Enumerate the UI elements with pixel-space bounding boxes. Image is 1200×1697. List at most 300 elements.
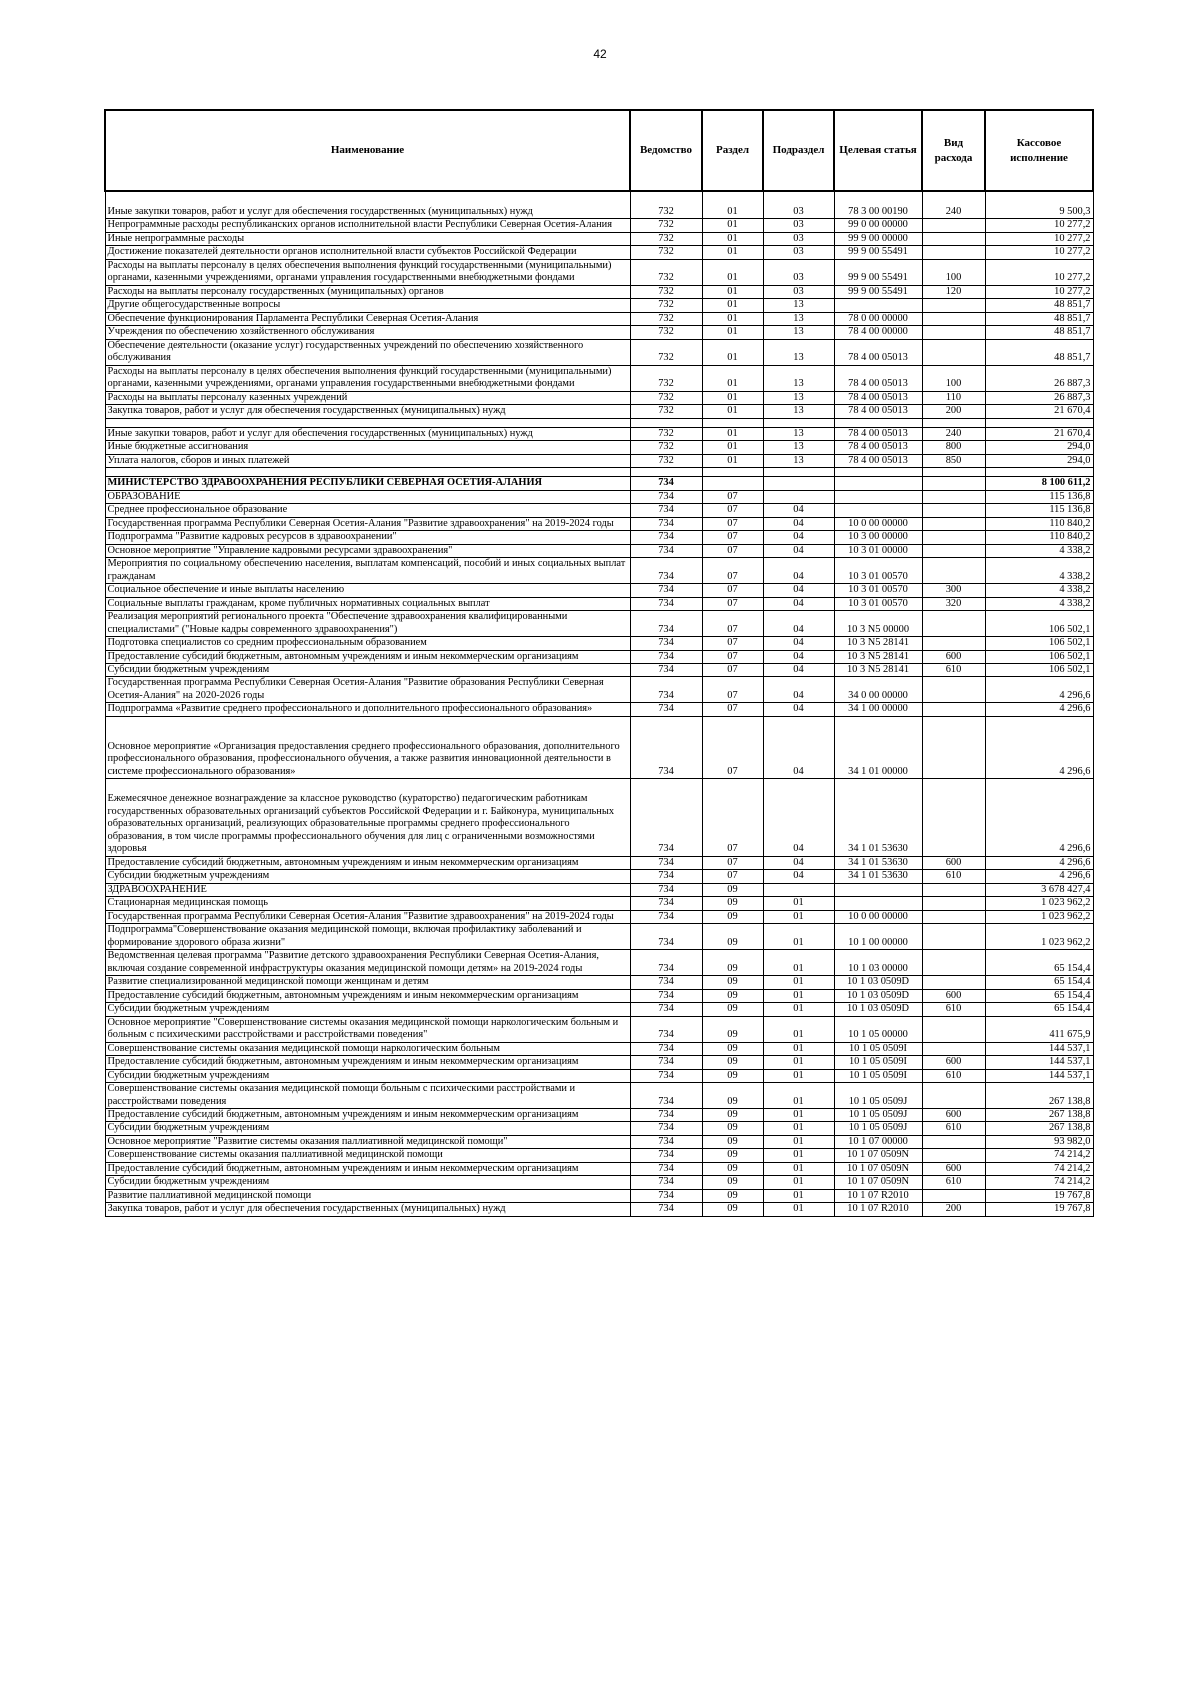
cell-kassovoe-ispolnenie: 106 502,1 [985,663,1093,676]
cell-celevaya-statya: 10 1 05 0509J [834,1109,922,1122]
cell-vid-raskhoda: 610 [922,1122,985,1135]
cell-podrazdel: 13 [763,405,834,418]
cell-name: Достижение показателей деятельности органов исполнительной власти субъектов Российской Федерации [105,246,630,259]
cell-podrazdel: 13 [763,339,834,365]
cell-razdel: 07 [702,716,763,778]
cell-name: Среднее профессиональное образование [105,504,630,517]
cell-vid-raskhoda: 600 [922,1109,985,1122]
cell-vedomstvo: 734 [630,1162,702,1175]
cell-celevaya-statya: 34 1 01 53630 [834,856,922,869]
cell-celevaya-statya: 34 1 00 00000 [834,703,922,716]
cell-razdel: 01 [702,427,763,440]
cell-razdel: 01 [702,285,763,298]
cell-name: Субсидии бюджетным учреждениям [105,1176,630,1189]
cell-vedomstvo: 734 [630,1042,702,1055]
cell-name: Расходы на выплаты персоналу казенных учреждений [105,391,630,404]
cell-vedomstvo: 732 [630,219,702,232]
table-row [105,910,1093,923]
cell-vedomstvo: 734 [630,558,702,584]
cell-razdel: 09 [702,1203,763,1216]
cell-kassovoe-ispolnenie: 26 887,3 [985,391,1093,404]
table-row [105,454,1093,467]
cell-kassovoe-ispolnenie: 10 277,2 [985,232,1093,245]
cell-vid-raskhoda [922,779,985,856]
cell-vedomstvo: 734 [630,677,702,703]
table-row [105,1122,1093,1135]
table-row [105,405,1093,418]
cell-razdel: 09 [702,1016,763,1042]
cell-celevaya-statya: 10 1 07 0509N [834,1176,922,1189]
cell-vedomstvo: 732 [630,454,702,467]
cell-podrazdel: 01 [763,1003,834,1016]
cell-vedomstvo: 734 [630,490,702,503]
cell-kassovoe-ispolnenie: 411 675,9 [985,1016,1093,1042]
cell-celevaya-statya: 10 3 N5 28141 [834,663,922,676]
table-row [105,339,1093,365]
cell-vid-raskhoda [922,637,985,650]
cell-celevaya-statya: 10 3 01 00570 [834,584,922,597]
header-vid-raskhoda: Вид расхода [922,110,985,191]
cell-celevaya-statya [834,490,922,503]
header-vedomstvo: Ведомство [630,110,702,191]
cell-kassovoe-ispolnenie: 48 851,7 [985,326,1093,339]
cell-vid-raskhoda [922,246,985,259]
cell-razdel: 01 [702,441,763,454]
table-body [105,191,1093,1216]
cell-kassovoe-ispolnenie: 115 136,8 [985,490,1093,503]
cell-podrazdel: 01 [763,1135,834,1148]
cell-podrazdel: 03 [763,246,834,259]
cell-podrazdel: 01 [763,1042,834,1055]
cell-razdel: 01 [702,299,763,312]
cell-celevaya-statya: 78 4 00 05013 [834,339,922,365]
cell-kassovoe-ispolnenie: 144 537,1 [985,1042,1093,1055]
cell-vedomstvo: 734 [630,1109,702,1122]
table-row [105,584,1093,597]
cell-vid-raskhoda [922,1149,985,1162]
table-header-row [105,110,1093,191]
cell-razdel: 07 [702,597,763,610]
cell-vedomstvo: 734 [630,663,702,676]
cell-razdel: 07 [702,703,763,716]
cell-podrazdel: 13 [763,441,834,454]
table-row [105,477,1093,490]
cell-podrazdel: 03 [763,232,834,245]
header-podrazdel: Подраздел [763,110,834,191]
cell-name: Мероприятия по социальному обеспечению населения, выплатам компенсаций, пособий и иных социальных выплат гражданам [105,558,630,584]
table-row [105,870,1093,883]
cell-name: Другие общегосударственные вопросы [105,299,630,312]
cell-name: Иные непрограммные расходы [105,232,630,245]
cell-name: Субсидии бюджетным учреждениям [105,663,630,676]
cell-razdel: 01 [702,339,763,365]
cell-podrazdel: 04 [763,584,834,597]
cell-vedomstvo: 732 [630,427,702,440]
cell-kassovoe-ispolnenie: 4 338,2 [985,584,1093,597]
cell-vid-raskhoda [922,544,985,557]
cell-celevaya-statya: 10 1 05 0509J [834,1122,922,1135]
cell-vid-raskhoda: 610 [922,870,985,883]
cell-vedomstvo: 734 [630,584,702,597]
cell-vid-raskhoda: 120 [922,285,985,298]
cell-name: Государственная программа Республики Северная Осетия-Алания "Развитие здравоохранения" на 2019-2024 годы [105,517,630,530]
table-row [105,191,1093,219]
cell-podrazdel: 04 [763,870,834,883]
cell-razdel: 09 [702,1122,763,1135]
cell-podrazdel: 03 [763,259,834,285]
spacer-cell [630,418,702,427]
cell-vedomstvo: 734 [630,1189,702,1202]
cell-kassovoe-ispolnenie: 74 214,2 [985,1149,1093,1162]
cell-vedomstvo: 734 [630,703,702,716]
cell-razdel: 09 [702,883,763,896]
cell-kassovoe-ispolnenie: 1 023 962,2 [985,924,1093,950]
cell-name: МИНИСТЕРСТВО ЗДРАВООХРАНЕНИЯ РЕСПУБЛИКИ СЕВЕРНАЯ ОСЕТИЯ-АЛАНИЯ [105,477,630,490]
cell-vid-raskhoda [922,703,985,716]
cell-kassovoe-ispolnenie: 48 851,7 [985,299,1093,312]
cell-podrazdel: 01 [763,1149,834,1162]
cell-razdel: 09 [702,950,763,976]
cell-celevaya-statya: 10 1 05 0509I [834,1042,922,1055]
cell-razdel: 09 [702,1189,763,1202]
cell-vid-raskhoda [922,339,985,365]
cell-name: Расходы на выплаты персоналу в целях обеспечения выполнения функций государственными (муниципальными) органами, казенными учреждениями, органами управления государственными внебюджетными фондами [105,365,630,391]
cell-name: Закупка товаров, работ и услуг для обеспечения государственных (муниципальных) нужд [105,405,630,418]
cell-name: Совершенствование системы оказания паллиативной медицинской помощи [105,1149,630,1162]
cell-name: Стационарная медицинская помощь [105,897,630,910]
cell-kassovoe-ispolnenie: 10 277,2 [985,219,1093,232]
cell-vedomstvo: 732 [630,232,702,245]
cell-razdel: 07 [702,584,763,597]
table-row [105,1135,1093,1148]
cell-razdel: 09 [702,1056,763,1069]
cell-vedomstvo: 732 [630,259,702,285]
cell-name: Основное мероприятие "Совершенствование системы оказания медицинской помощи наркологическим больным и больным с психическими расстройствами и расстройствами поведения" [105,1016,630,1042]
table-row [105,650,1093,663]
cell-name: Субсидии бюджетным учреждениям [105,870,630,883]
cell-celevaya-statya: 34 1 01 53630 [834,779,922,856]
cell-podrazdel: 04 [763,716,834,778]
table-row [105,544,1093,557]
cell-name: Ежемесячное денежное вознаграждение за классное руководство (кураторство) педагогическим работникам государственных образовательных организаций субъектов Российской Федерации и г. Байконура, муниципальных образовательных организаций, реализующих образовательные программы среднего профессионального образования, в том числе программы профессионального обучения для лиц с ограниченными возможностями здоровья [105,779,630,856]
cell-kassovoe-ispolnenie: 3 678 427,4 [985,883,1093,896]
cell-vid-raskhoda [922,976,985,989]
cell-vedomstvo: 734 [630,716,702,778]
cell-celevaya-statya: 10 1 03 0509D [834,1003,922,1016]
cell-razdel: 07 [702,558,763,584]
cell-vid-raskhoda [922,531,985,544]
cell-razdel: 09 [702,1069,763,1082]
cell-podrazdel [763,477,834,490]
table-row [105,950,1093,976]
cell-kassovoe-ispolnenie: 4 296,6 [985,716,1093,778]
cell-vedomstvo: 732 [630,365,702,391]
cell-name: Социальные выплаты гражданам, кроме публичных нормативных социальных выплат [105,597,630,610]
cell-vedomstvo: 734 [630,1056,702,1069]
cell-podrazdel: 13 [763,299,834,312]
cell-celevaya-statya: 99 0 00 00000 [834,219,922,232]
cell-name: Социальное обеспечение и иные выплаты населению [105,584,630,597]
table-row [105,976,1093,989]
table-row [105,326,1093,339]
cell-celevaya-statya: 10 1 07 0509N [834,1162,922,1175]
table-row [105,1189,1093,1202]
cell-name: Предоставление субсидий бюджетным, автономным учреждениям и иным некоммерческим организациям [105,856,630,869]
table-row [105,637,1093,650]
cell-vid-raskhoda: 610 [922,663,985,676]
cell-razdel: 09 [702,1149,763,1162]
cell-vid-raskhoda [922,299,985,312]
cell-podrazdel: 01 [763,1162,834,1175]
header-celevaya-statya: Целевая статья [834,110,922,191]
cell-razdel: 09 [702,910,763,923]
cell-kassovoe-ispolnenie: 74 214,2 [985,1162,1093,1175]
table-row [105,531,1093,544]
cell-vedomstvo: 732 [630,246,702,259]
cell-vedomstvo: 734 [630,477,702,490]
cell-vedomstvo: 734 [630,504,702,517]
cell-podrazdel: 04 [763,663,834,676]
cell-vid-raskhoda [922,490,985,503]
cell-celevaya-statya: 99 9 00 55491 [834,259,922,285]
cell-vedomstvo: 732 [630,405,702,418]
cell-razdel: 07 [702,637,763,650]
cell-vedomstvo: 732 [630,441,702,454]
cell-podrazdel: 04 [763,558,834,584]
cell-vid-raskhoda: 320 [922,597,985,610]
cell-vid-raskhoda [922,950,985,976]
cell-vedomstvo: 734 [630,897,702,910]
cell-kassovoe-ispolnenie: 294,0 [985,441,1093,454]
cell-celevaya-statya: 10 1 07 0509N [834,1149,922,1162]
cell-vid-raskhoda: 240 [922,427,985,440]
table-row [105,259,1093,285]
cell-name: Развитие паллиативной медицинской помощи [105,1189,630,1202]
cell-name: Расходы на выплаты персоналу в целях обеспечения выполнения функций государственными (муниципальными) органами, казенными учреждениями, органами управления государственными внебюджетными фондами [105,259,630,285]
cell-name: Предоставление субсидий бюджетным, автономным учреждениям и иным некоммерческим организациям [105,989,630,1002]
cell-vedomstvo: 734 [630,1203,702,1216]
cell-razdel: 01 [702,454,763,467]
cell-name: Совершенствование системы оказания медицинской помощи больным с психическими расстройствами и расстройствами поведения [105,1083,630,1109]
cell-name: Уплата налогов, сборов и иных платежей [105,454,630,467]
cell-name: Подпрограмма "Развитие кадровых ресурсов в здравоохранении" [105,531,630,544]
cell-vedomstvo: 732 [630,191,702,219]
cell-celevaya-statya: 78 4 00 05013 [834,454,922,467]
cell-razdel: 01 [702,405,763,418]
cell-vid-raskhoda: 600 [922,856,985,869]
cell-razdel: 09 [702,1109,763,1122]
cell-razdel: 01 [702,191,763,219]
cell-vedomstvo: 732 [630,312,702,325]
cell-celevaya-statya: 78 4 00 05013 [834,441,922,454]
cell-podrazdel: 03 [763,219,834,232]
cell-vid-raskhoda: 600 [922,1162,985,1175]
cell-name: Подготовка специалистов со средним профессиональным образованием [105,637,630,650]
cell-kassovoe-ispolnenie: 10 277,2 [985,259,1093,285]
cell-vid-raskhoda [922,504,985,517]
cell-kassovoe-ispolnenie: 106 502,1 [985,650,1093,663]
page-number: 42 [593,47,607,61]
cell-podrazdel [763,883,834,896]
cell-celevaya-statya: 10 1 03 0509D [834,976,922,989]
cell-podrazdel: 13 [763,454,834,467]
cell-vedomstvo: 734 [630,1003,702,1016]
cell-vid-raskhoda: 610 [922,1069,985,1082]
cell-kassovoe-ispolnenie: 19 767,8 [985,1203,1093,1216]
cell-vedomstvo: 732 [630,339,702,365]
cell-kassovoe-ispolnenie: 106 502,1 [985,637,1093,650]
cell-vid-raskhoda [922,1189,985,1202]
cell-podrazdel: 13 [763,391,834,404]
spacer-cell [702,418,763,427]
cell-kassovoe-ispolnenie: 74 214,2 [985,1176,1093,1189]
cell-razdel [702,477,763,490]
cell-celevaya-statya: 78 4 00 00000 [834,326,922,339]
cell-podrazdel: 01 [763,1016,834,1042]
cell-name: Субсидии бюджетным учреждениям [105,1122,630,1135]
table-row [105,490,1093,503]
cell-vid-raskhoda [922,312,985,325]
cell-vid-raskhoda: 600 [922,1056,985,1069]
cell-vid-raskhoda: 600 [922,989,985,1002]
cell-name: Основное мероприятие "Управление кадровыми ресурсами здравоохранения" [105,544,630,557]
cell-razdel: 07 [702,490,763,503]
spacer-cell [630,468,702,477]
cell-razdel: 09 [702,1042,763,1055]
cell-vedomstvo: 734 [630,1149,702,1162]
spacer-cell [985,418,1093,427]
cell-kassovoe-ispolnenie: 21 670,4 [985,427,1093,440]
cell-name: Иные закупки товаров, работ и услуг для обеспечения государственных (муниципальных) нужд [105,191,630,219]
cell-kassovoe-ispolnenie: 4 338,2 [985,558,1093,584]
cell-podrazdel: 01 [763,1083,834,1109]
cell-razdel: 01 [702,391,763,404]
cell-kassovoe-ispolnenie: 144 537,1 [985,1056,1093,1069]
header-kassovoe-ispolnenie: Кассовое исполнение [985,110,1093,191]
cell-celevaya-statya: 99 9 00 55491 [834,285,922,298]
cell-vedomstvo: 734 [630,1135,702,1148]
cell-name: Подпрограмма «Развитие среднего профессионального и дополнительного профессионального образования» [105,703,630,716]
cell-razdel: 01 [702,219,763,232]
cell-razdel: 09 [702,1083,763,1109]
cell-vid-raskhoda: 100 [922,259,985,285]
table-row [105,1162,1093,1175]
cell-razdel: 01 [702,312,763,325]
cell-kassovoe-ispolnenie: 4 296,6 [985,870,1093,883]
cell-name: Предоставление субсидий бюджетным, автономным учреждениям и иным некоммерческим организациям [105,1056,630,1069]
cell-vid-raskhoda [922,219,985,232]
cell-name: Развитие специализированной медицинской помощи женщинам и детям [105,976,630,989]
cell-podrazdel: 01 [763,1109,834,1122]
cell-celevaya-statya: 78 0 00 00000 [834,312,922,325]
cell-vid-raskhoda [922,1016,985,1042]
cell-vedomstvo: 734 [630,910,702,923]
table-row [105,924,1093,950]
table-row [105,1203,1093,1216]
spacer-cell [105,468,630,477]
cell-razdel: 07 [702,531,763,544]
cell-kassovoe-ispolnenie: 4 296,6 [985,779,1093,856]
cell-celevaya-statya [834,299,922,312]
cell-vid-raskhoda [922,558,985,584]
cell-name: Ведомственная целевая программа "Развитие детского здравоохранения Республики Северная Осетия-Алания, включая создание современной инфраструктуры оказания медицинской помощи детям» на 2019-2024 годы [105,950,630,976]
cell-vid-raskhoda [922,611,985,637]
cell-vid-raskhoda [922,1135,985,1148]
cell-podrazdel: 04 [763,856,834,869]
cell-vid-raskhoda [922,477,985,490]
spacer-cell [834,418,922,427]
cell-vid-raskhoda [922,897,985,910]
cell-razdel: 01 [702,365,763,391]
cell-celevaya-statya: 10 3 N5 00000 [834,611,922,637]
cell-name: Подпрограмма"Совершенствование оказания медицинской помощи, включая профилактику заболеваний и формирование здорового образа жизни" [105,924,630,950]
table-row [105,883,1093,896]
cell-celevaya-statya: 10 3 01 00570 [834,558,922,584]
cell-razdel: 01 [702,246,763,259]
cell-kassovoe-ispolnenie: 267 138,8 [985,1083,1093,1109]
cell-celevaya-statya: 78 4 00 05013 [834,405,922,418]
cell-name: Основное мероприятие «Организация предоставления среднего профессионального образования, дополнительного профессионального образования, профессионального обучения, а также развития инновационной деятельности в системе профессионального образования» [105,716,630,778]
cell-name: Иные закупки товаров, работ и услуг для обеспечения государственных (муниципальных) нужд [105,427,630,440]
cell-name: Предоставление субсидий бюджетным, автономным учреждениям и иным некоммерческим организациям [105,1109,630,1122]
cell-vid-raskhoda [922,517,985,530]
spacer-cell [105,418,630,427]
cell-kassovoe-ispolnenie: 4 338,2 [985,597,1093,610]
cell-kassovoe-ispolnenie: 144 537,1 [985,1069,1093,1082]
table-row [105,441,1093,454]
cell-vid-raskhoda [922,716,985,778]
cell-kassovoe-ispolnenie: 110 840,2 [985,517,1093,530]
cell-razdel: 07 [702,663,763,676]
table-row [105,703,1093,716]
cell-podrazdel: 01 [763,950,834,976]
table-row [105,391,1093,404]
cell-vid-raskhoda [922,924,985,950]
cell-vid-raskhoda: 240 [922,191,985,219]
cell-celevaya-statya: 10 1 07 00000 [834,1135,922,1148]
spacer-cell [763,418,834,427]
cell-celevaya-statya: 10 0 00 00000 [834,517,922,530]
cell-celevaya-statya: 78 4 00 05013 [834,427,922,440]
cell-vedomstvo: 734 [630,1083,702,1109]
cell-vid-raskhoda [922,883,985,896]
budget-table [104,109,1094,1217]
header-razdel: Раздел [702,110,763,191]
cell-vid-raskhoda: 200 [922,1203,985,1216]
cell-celevaya-statya: 10 1 05 0509J [834,1083,922,1109]
cell-kassovoe-ispolnenie: 48 851,7 [985,312,1093,325]
table-row [105,1069,1093,1082]
cell-kassovoe-ispolnenie: 9 500,3 [985,191,1093,219]
cell-razdel: 09 [702,1162,763,1175]
cell-vedomstvo: 734 [630,924,702,950]
cell-celevaya-statya [834,477,922,490]
cell-celevaya-statya: 10 3 01 00000 [834,544,922,557]
table-row [105,517,1093,530]
cell-vedomstvo: 734 [630,779,702,856]
cell-podrazdel: 03 [763,191,834,219]
cell-kassovoe-ispolnenie: 65 154,4 [985,989,1093,1002]
cell-vid-raskhoda [922,326,985,339]
cell-celevaya-statya: 10 1 05 0509I [834,1069,922,1082]
cell-name: Расходы на выплаты персоналу государственных (муниципальных) органов [105,285,630,298]
cell-kassovoe-ispolnenie: 65 154,4 [985,950,1093,976]
table-row [105,246,1093,259]
table-row [105,1056,1093,1069]
cell-podrazdel: 01 [763,924,834,950]
cell-celevaya-statya: 78 3 00 00190 [834,191,922,219]
cell-razdel: 09 [702,924,763,950]
